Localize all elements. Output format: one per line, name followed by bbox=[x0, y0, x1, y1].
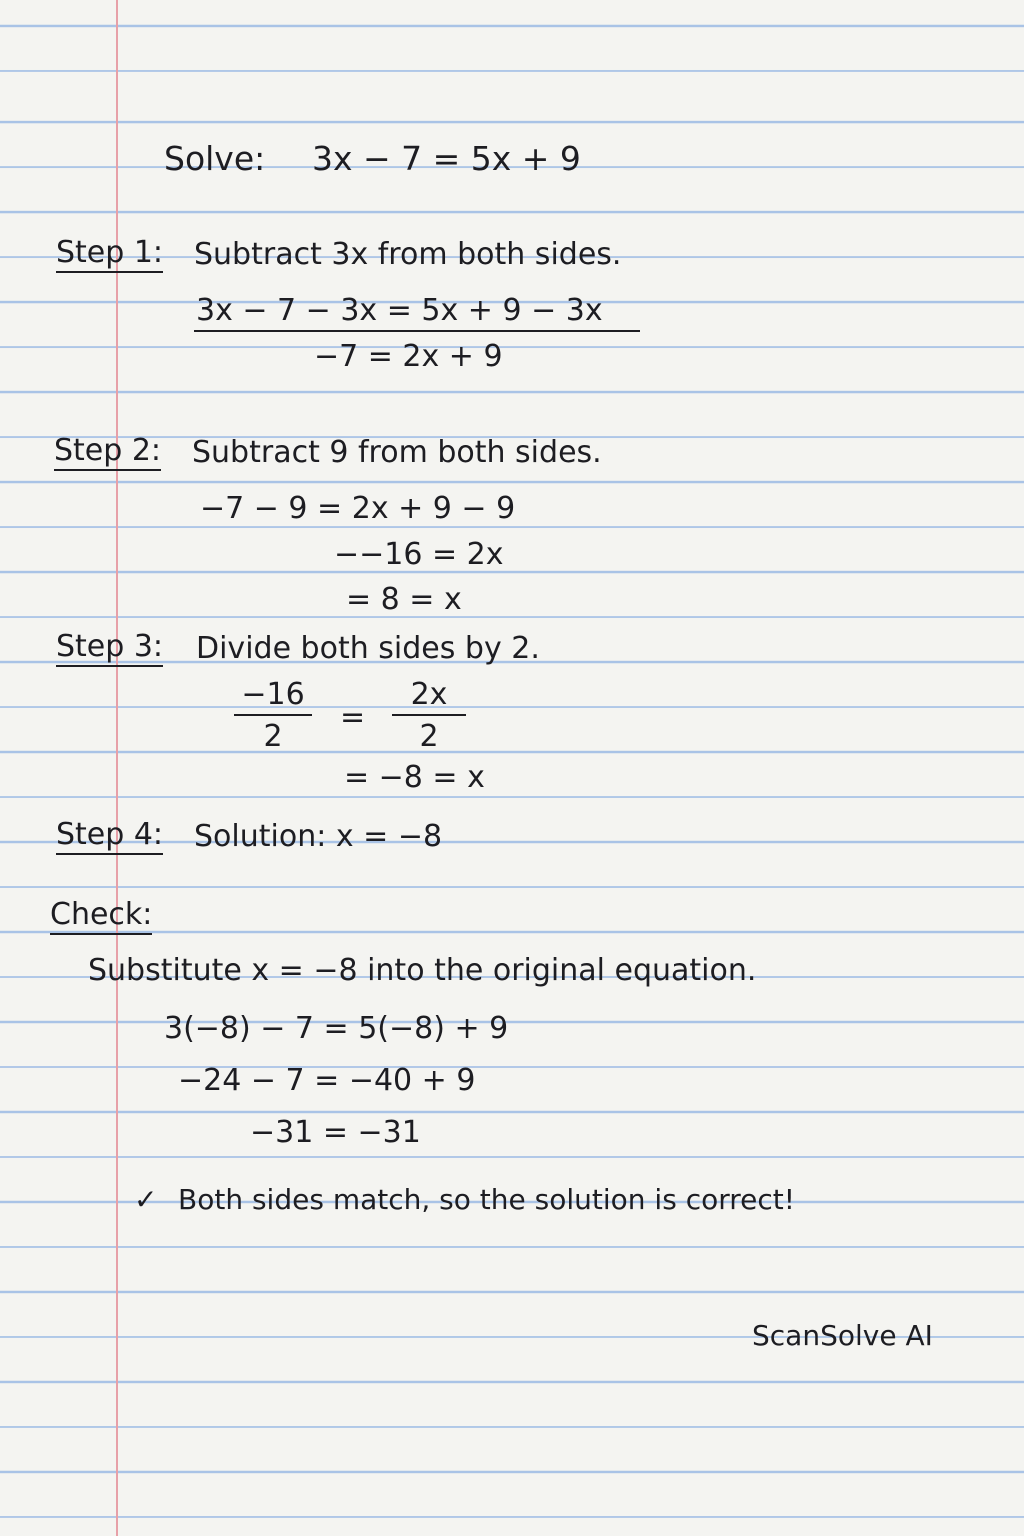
step-2-line-3: = 8 = x bbox=[346, 582, 462, 617]
step-2-label: Step 2: bbox=[54, 436, 161, 471]
step-3-result: = −8 = x bbox=[344, 760, 485, 795]
fraction-left-numerator: −16 bbox=[234, 680, 312, 716]
problem-equation: 3x − 7 = 5x + 9 bbox=[312, 139, 581, 178]
fraction-right-denominator: 2 bbox=[419, 719, 439, 754]
check-line-1: 3(−8) − 7 = 5(−8) + 9 bbox=[164, 1011, 509, 1046]
fraction-left bbox=[234, 677, 312, 754]
step-2-line-1: −7 − 9 = 2x + 9 − 9 bbox=[200, 491, 516, 526]
step-1-label: Step 1: bbox=[56, 238, 163, 273]
step-2-instruction: Subtract 9 from both sides. bbox=[192, 435, 602, 470]
step-1-instruction: Subtract 3x from both sides. bbox=[194, 237, 622, 272]
checkmark-icon: ✓ bbox=[134, 1183, 158, 1216]
check-line-3: −31 = −31 bbox=[250, 1115, 421, 1150]
fraction-right-numerator: 2x bbox=[392, 680, 466, 716]
step-4-solution: Solution: x = −8 bbox=[194, 819, 443, 854]
step-1-line-1: 3x − 7 − 3x = 5x + 9 − 3x bbox=[196, 293, 603, 328]
step-1-line-2: −7 = 2x + 9 bbox=[314, 339, 503, 374]
fraction-right bbox=[392, 677, 466, 754]
step-4-label: Step 4: bbox=[56, 820, 163, 855]
step-3-instruction: Divide both sides by 2. bbox=[196, 631, 540, 666]
paper-margin-line bbox=[116, 0, 118, 1536]
check-label: Check: bbox=[50, 900, 152, 935]
solve-label: Solve: bbox=[164, 139, 266, 178]
check-instruction: Substitute x = −8 into the original equation. bbox=[88, 953, 757, 988]
step-1-divider bbox=[194, 330, 640, 332]
step-2-line-2: −−16 = 2x bbox=[334, 537, 504, 572]
check-conclusion: Both sides match, so the solution is correct! bbox=[178, 1183, 795, 1216]
check-line-2: −24 − 7 = −40 + 9 bbox=[178, 1063, 476, 1098]
step-3-label: Step 3: bbox=[56, 632, 163, 667]
signature: ScanSolve AI bbox=[752, 1319, 933, 1352]
fraction-left-denominator: 2 bbox=[263, 719, 283, 754]
fraction-equals: = bbox=[340, 700, 366, 735]
